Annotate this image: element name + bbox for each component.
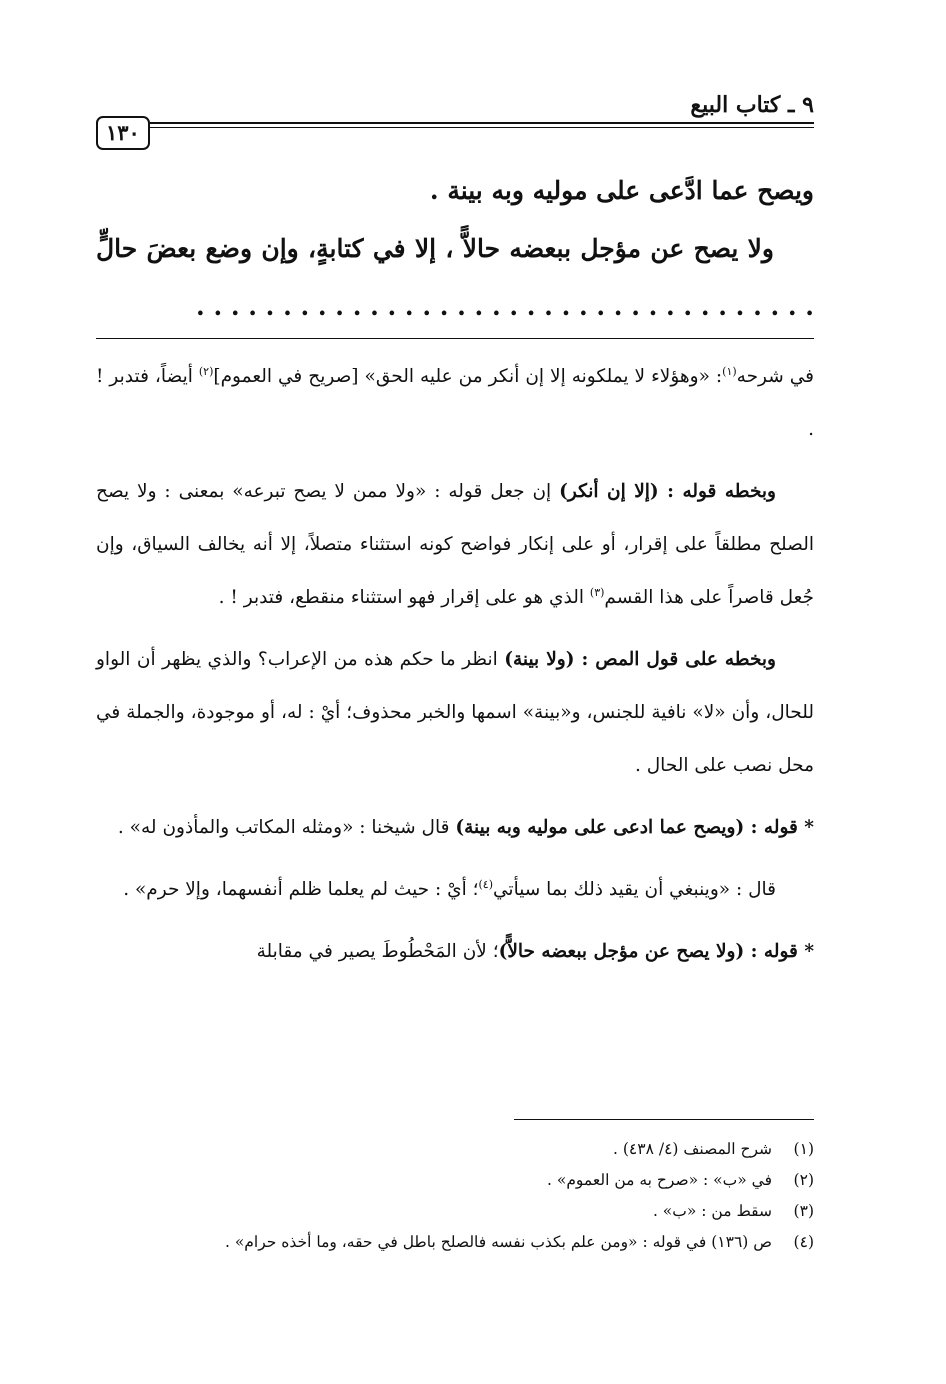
commentary (96, 350, 814, 987)
commentary-paragraph-6 (96, 925, 814, 978)
p5-text-b: ؛ أيْ : حيث لم يعلما ظلم أنفسهما، وإلا حرم» . (123, 879, 479, 900)
footnote-1-number: (١) (793, 1140, 814, 1158)
footnote-2-number: (٢) (793, 1171, 814, 1189)
matn-separator (96, 338, 814, 339)
footnote-1-text: شرح المصنف (٤/ ٤٣٨) . (613, 1140, 772, 1158)
footnote-ref-2[interactable]: (٢) (198, 364, 214, 378)
header-rule-thin (96, 127, 814, 128)
footnote-2-text: في «ب» : «صرح به من العموم» . (546, 1171, 772, 1189)
book-page (96, 0, 814, 1384)
footnote-4-text: ص (١٣٦) في قوله : «ومن علم بكذب نفسه فالصلح باطل في حقه، وما أخذه حرام» . (224, 1233, 772, 1251)
footnote-ref-1[interactable]: (١) (722, 364, 737, 378)
footnote-separator (514, 1119, 814, 1120)
matn-line-1: ويصح عما ادَّعى على موليه وبه بينة . (429, 176, 814, 205)
p2-lead: وبخطه قوله : (إلا إن أنكر) (559, 481, 776, 502)
chapter-title: ٩ ـ كتاب البيع (690, 92, 814, 118)
footnote-ref-4[interactable]: (٤) (478, 877, 493, 891)
footnote-3 (96, 1196, 814, 1227)
commentary-paragraph-2 (96, 465, 814, 624)
matn-text (96, 162, 814, 336)
footnote-ref-3[interactable]: (٣) (589, 585, 605, 599)
footnote-3-text: سقط من : «ب» . (652, 1202, 772, 1220)
p4-text-a: قال شيخنا : «ومثله المكاتب والمأذون له» . (117, 817, 456, 838)
commentary-paragraph-3 (96, 633, 814, 792)
p3-lead: وبخطه على قول المص : (ولا بينة) (504, 649, 776, 670)
matn-line-2-text: ولا يصح عن مؤجل ببعضه حالاًّ ، إلا في كتابةٍ، وإن وضع بعضَ حالٍّ (96, 234, 774, 263)
footnotes (96, 1134, 814, 1258)
matn-dots: . . . . . . . . . . . . . . . . . . . . . . . . . . . . . . . . . . . . (196, 292, 814, 321)
commentary-paragraph-5 (96, 863, 814, 916)
matn-line-2 (96, 220, 814, 336)
commentary-paragraph-4 (96, 801, 814, 854)
page-number-badge: ١٣٠ (96, 116, 150, 150)
p1-text-b: : «وهؤلاء لا يملكونه إلا إن أنكر من عليه الحق» [صريح في العموم] (213, 366, 723, 387)
footnote-1 (96, 1134, 814, 1165)
footnote-4-number: (٤) (793, 1233, 814, 1251)
p4-lead: * قوله : (ويصح عما ادعى على موليه وبه بينة) (455, 817, 814, 838)
footnote-3-number: (٣) (793, 1202, 814, 1220)
p1-text-c: أيضاً، فتدبر ! . (96, 366, 814, 440)
footnote-2 (96, 1165, 814, 1196)
p5-text-a: قال : «وينبغي أن يقيد ذلك بما سيأتي (493, 879, 776, 900)
commentary-paragraph-1 (96, 350, 814, 456)
p3-text-a: انظر ما حكم هذه من الإعراب؟ والذي يظهر أن الواو للحال، وأن «لا» نافية للجنس، و«بينة» اسمها والخبر محذوف؛ أيْ : له، أو موجودة، والجملة في محل نصب على الحال . (96, 649, 814, 776)
footnote-4 (96, 1227, 814, 1258)
p2-text-b: الذي هو على إقرار فهو استثناء منقطع، فتدبر ! . (218, 587, 590, 608)
p1-text-a: في شرحه (736, 366, 814, 387)
p6-lead: * قوله : (ولا يصح عن مؤجل ببعضه حالاًّ) (498, 941, 814, 962)
p2-text-a: إن جعل قوله : «ولا ممن لا يصح تبرعه» بمعنى : ولا يصح الصلح مطلقاً على إقرار، أو على إنكار فواضح كونه استثناء متصلاً، إلا أنه يخالف السياق، وإن جُعل قاصراً على هذا القسم (96, 481, 814, 608)
p6-text-a: ؛ لأن المَحْطُوطَ يصير في مقابلة (256, 941, 499, 962)
header-rule (96, 122, 814, 124)
